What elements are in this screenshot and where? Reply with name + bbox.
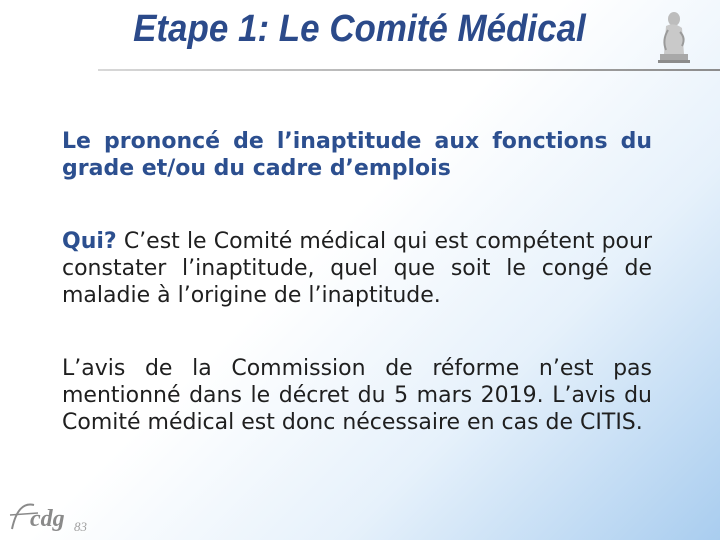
cdg-logo	[8, 495, 108, 537]
slide-body	[62, 128, 652, 436]
paragraph-inaptitude: Le prononcé de l’inaptitude aux fonctions du grade et/ou du cadre d’emplois	[62, 129, 652, 181]
logo-text: cdg	[30, 506, 65, 532]
paragraph-commission: L’avis de la Commission de réforme n’est pas mentionné dans le décret du 5 mars 2019. L’avis du Comité médical est donc nécessaire en cas de CITIS.	[62, 356, 652, 435]
slide-title: Etape 1: Le Comité Médical	[133, 8, 586, 50]
paragraph-qui	[62, 228, 652, 309]
title-divider	[98, 69, 720, 71]
logo-number: 83	[74, 519, 87, 534]
qui-text: C’est le Comité médical qui est compétent pour constater l’inaptitude, quel que soit le congé de maladie à l’origine de l’inaptitude.	[62, 229, 652, 308]
justice-statue-icon	[652, 10, 692, 64]
qui-label: Qui?	[62, 229, 117, 254]
